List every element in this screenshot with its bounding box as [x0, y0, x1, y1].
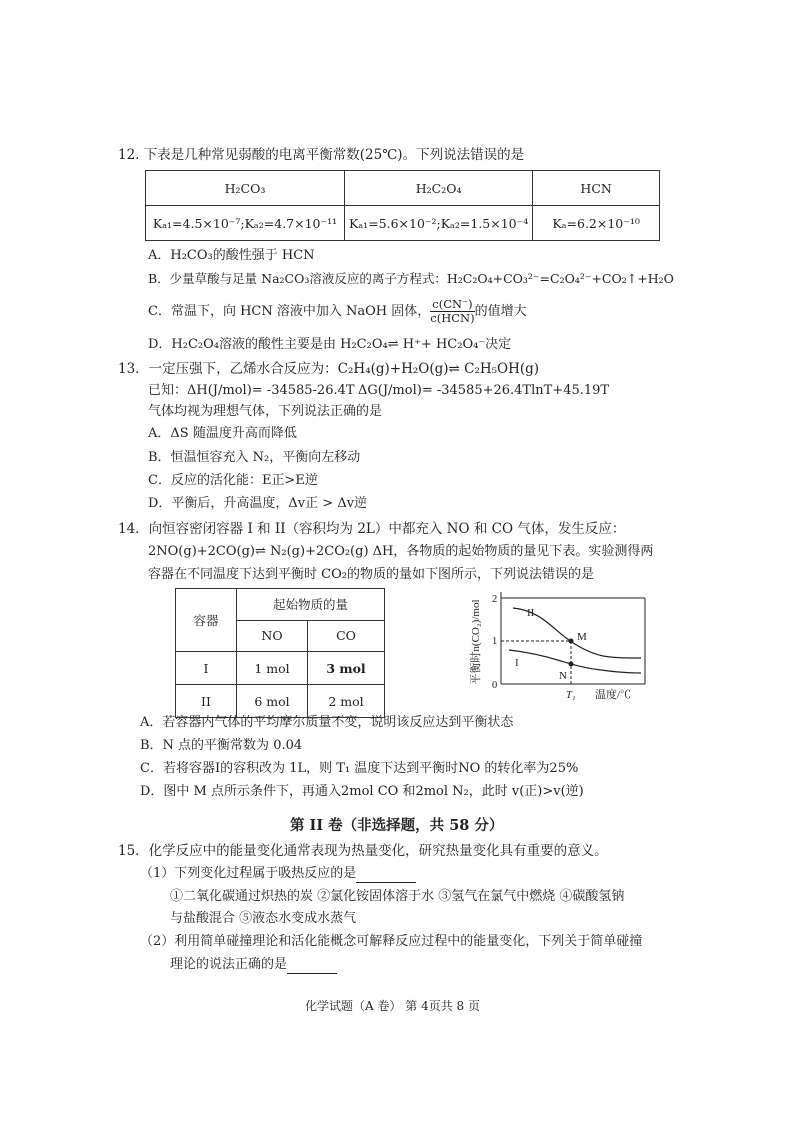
chart-point-n	[569, 662, 574, 667]
q15-sub2-answer-blank[interactable]	[287, 958, 337, 974]
part2-title: 第 II 卷（非选择题，共 58 分）	[290, 817, 504, 834]
chart-point-n-label: N	[559, 670, 567, 682]
q12-k-h2co3: Kₐ₁=4.5×10⁻⁷;Kₐ₂=4.7×10⁻¹¹	[146, 206, 345, 241]
q12-option-c-fraction	[430, 298, 474, 325]
table-cell: 2 mol	[308, 685, 385, 718]
q14-table-container-header: 容器	[176, 589, 237, 652]
q13-option-a: A．ΔS 随温度升高而降低	[148, 426, 297, 441]
chart-y-tick-label: 2	[492, 594, 498, 605]
table-cell: II	[176, 685, 237, 718]
q13-stem: 13．一定压强下，乙烯水合反应为：C₂H₄(g)+H₂O(g)⇌ C₂H₅OH(g)	[118, 361, 540, 377]
q12-option-b: B．少量草酸与足量 Na₂CO₃溶液反应的离子方程式：H₂C₂O₄+CO₃²⁻=C₂O₄²⁻+CO₂↑+H₂O	[148, 271, 674, 286]
q12-k-h2c2o4: Kₐ₁=5.6×10⁻²;Kₐ₂=1.5×10⁻⁴	[345, 206, 533, 241]
q14-stem-line3: 容器在不同温度下达到平衡时 CO₂的物质的量如下图所示，下列说法错误的是	[148, 567, 594, 582]
chart-x-tick-t1: T₁	[566, 690, 576, 701]
q15-sub1-answer-blank[interactable]	[356, 867, 416, 883]
page-footer: 化学试题（A 卷） 第 4页共 8 页	[305, 999, 481, 1013]
q12-header-h2co3: H₂CO₃	[146, 171, 345, 206]
q12-option-a: A．H₂CO₃的酸性强于 HCN	[148, 248, 315, 263]
fraction-denominator: c(HCN)	[430, 311, 475, 326]
q14-chart	[465, 590, 655, 705]
q13-option-d: D．平衡后，升高温度，Δv正 > Δv逆	[148, 496, 368, 511]
q15-sub1-text: （1）下列变化过程属于吸热反应的是	[140, 866, 357, 881]
q15-sub1	[140, 867, 416, 883]
chart-x-axis-label: 温度/℃	[595, 689, 632, 701]
chart-series-i-line	[509, 650, 641, 673]
q12-header-hcn: HCN	[533, 171, 660, 206]
q13-option-c: C．反应的活化能：E正>E逆	[148, 473, 318, 488]
q13-known-dh: 已知：ΔH(J/mol)= -34585-26.4T	[148, 383, 355, 398]
fraction-numerator: c(CN⁻)	[432, 297, 473, 311]
chart-y-tick-label: 0	[492, 680, 498, 691]
q14-table-no-header: NO	[237, 620, 308, 652]
q14-option-b: B．N 点的平衡常数为 0.04	[140, 738, 303, 753]
q14-option-c: C．若将容器I的容积改为 1L，则 T₁ 温度下达到平衡时NO 的转化率为25%	[140, 761, 579, 776]
q15-stem: 15．化学反应中的能量变化通常表现为热量变化，研究热量变化具有重要的意义。	[118, 843, 608, 859]
chart-series-ii-label: II	[527, 607, 535, 619]
q15-sub1-list-line2: 与盐酸混合 ⑤液态水变成水蒸气	[170, 911, 357, 926]
table-cell: 6 mol	[237, 685, 308, 718]
q12-option-c-tail: 的值增大	[474, 304, 527, 320]
chart-series-i-label: I	[515, 657, 519, 669]
q14-table	[175, 588, 385, 718]
q14-table-co-header: CO	[308, 620, 385, 652]
q15-sub2-line2	[170, 958, 337, 974]
q13-gas-note: 气体均视为理想气体，下列说法正确的是	[148, 404, 383, 419]
chart-y-axis-label: 平衡时n(CO₂)/mol	[470, 599, 482, 685]
q15-sub1-list-line1: ①二氧化碳通过炽热的炭 ②氯化铵固体溶于水 ③氢气在氯气中燃烧 ④碳酸氢钠	[170, 889, 625, 904]
q12-table	[145, 170, 660, 241]
chart-y-tick-label: 1	[492, 636, 498, 647]
table-cell: I	[176, 652, 237, 685]
q15-sub2-line1: （2）利用简单碰撞理论和活化能概念可解释反应过程中的能量变化，下列关于简单碰撞	[140, 934, 643, 949]
q12-header-h2c2o4: H₂C₂O₄	[345, 171, 533, 206]
q14-option-a: A．若容器内气体的平均摩尔质量不变，说明该反应达到平衡状态	[140, 715, 514, 730]
q12-option-c-text: C．常温下，向 HCN 溶液中加入 NaOH 固体，	[148, 304, 431, 320]
chart-point-m-label: M	[577, 631, 587, 643]
q14-stem-line2: 2NO(g)+2CO(g)⇌ N₂(g)+2CO₂(g) ΔH，各物质的起始物质的量见下表。实验测得两	[148, 544, 654, 559]
q14-option-d: D．图中 M 点所示条件下，再通入2mol CO 和2mol N₂，此时 v(正)>v(逆)	[140, 784, 584, 799]
q15-sub2-text: 理论的说法正确的是	[170, 957, 288, 972]
table-cell: 1 mol	[237, 652, 308, 685]
chart-point-m	[569, 639, 574, 644]
q12-k-hcn: Kₐ=6.2×10⁻¹⁰	[533, 206, 660, 241]
q14-stem-line1: 14．向恒容密闭容器 I 和 II（容积均为 2L）中都充入 NO 和 CO 气体，发生反应：	[118, 521, 626, 537]
q12-option-d: D．H₂C₂O₄溶液的酸性主要是由 H₂C₂O₄⇌ H⁺+ HC₂O₄⁻决定	[148, 337, 512, 352]
q13-option-b: B．恒温恒容充入 N₂，平衡向左移动	[148, 450, 361, 465]
q13-known-dg: ΔG(J/mol)= -34585+26.4TlnT+45.19T	[358, 383, 610, 398]
q14-table-initial-header: 起始物质的量	[237, 589, 385, 621]
q12-stem: 12. 下表是几种常见弱酸的电离平衡常数(25℃)。下列说法错误的是	[118, 147, 525, 163]
q12-option-c	[148, 298, 527, 325]
table-cell: 3 mol	[308, 652, 385, 685]
